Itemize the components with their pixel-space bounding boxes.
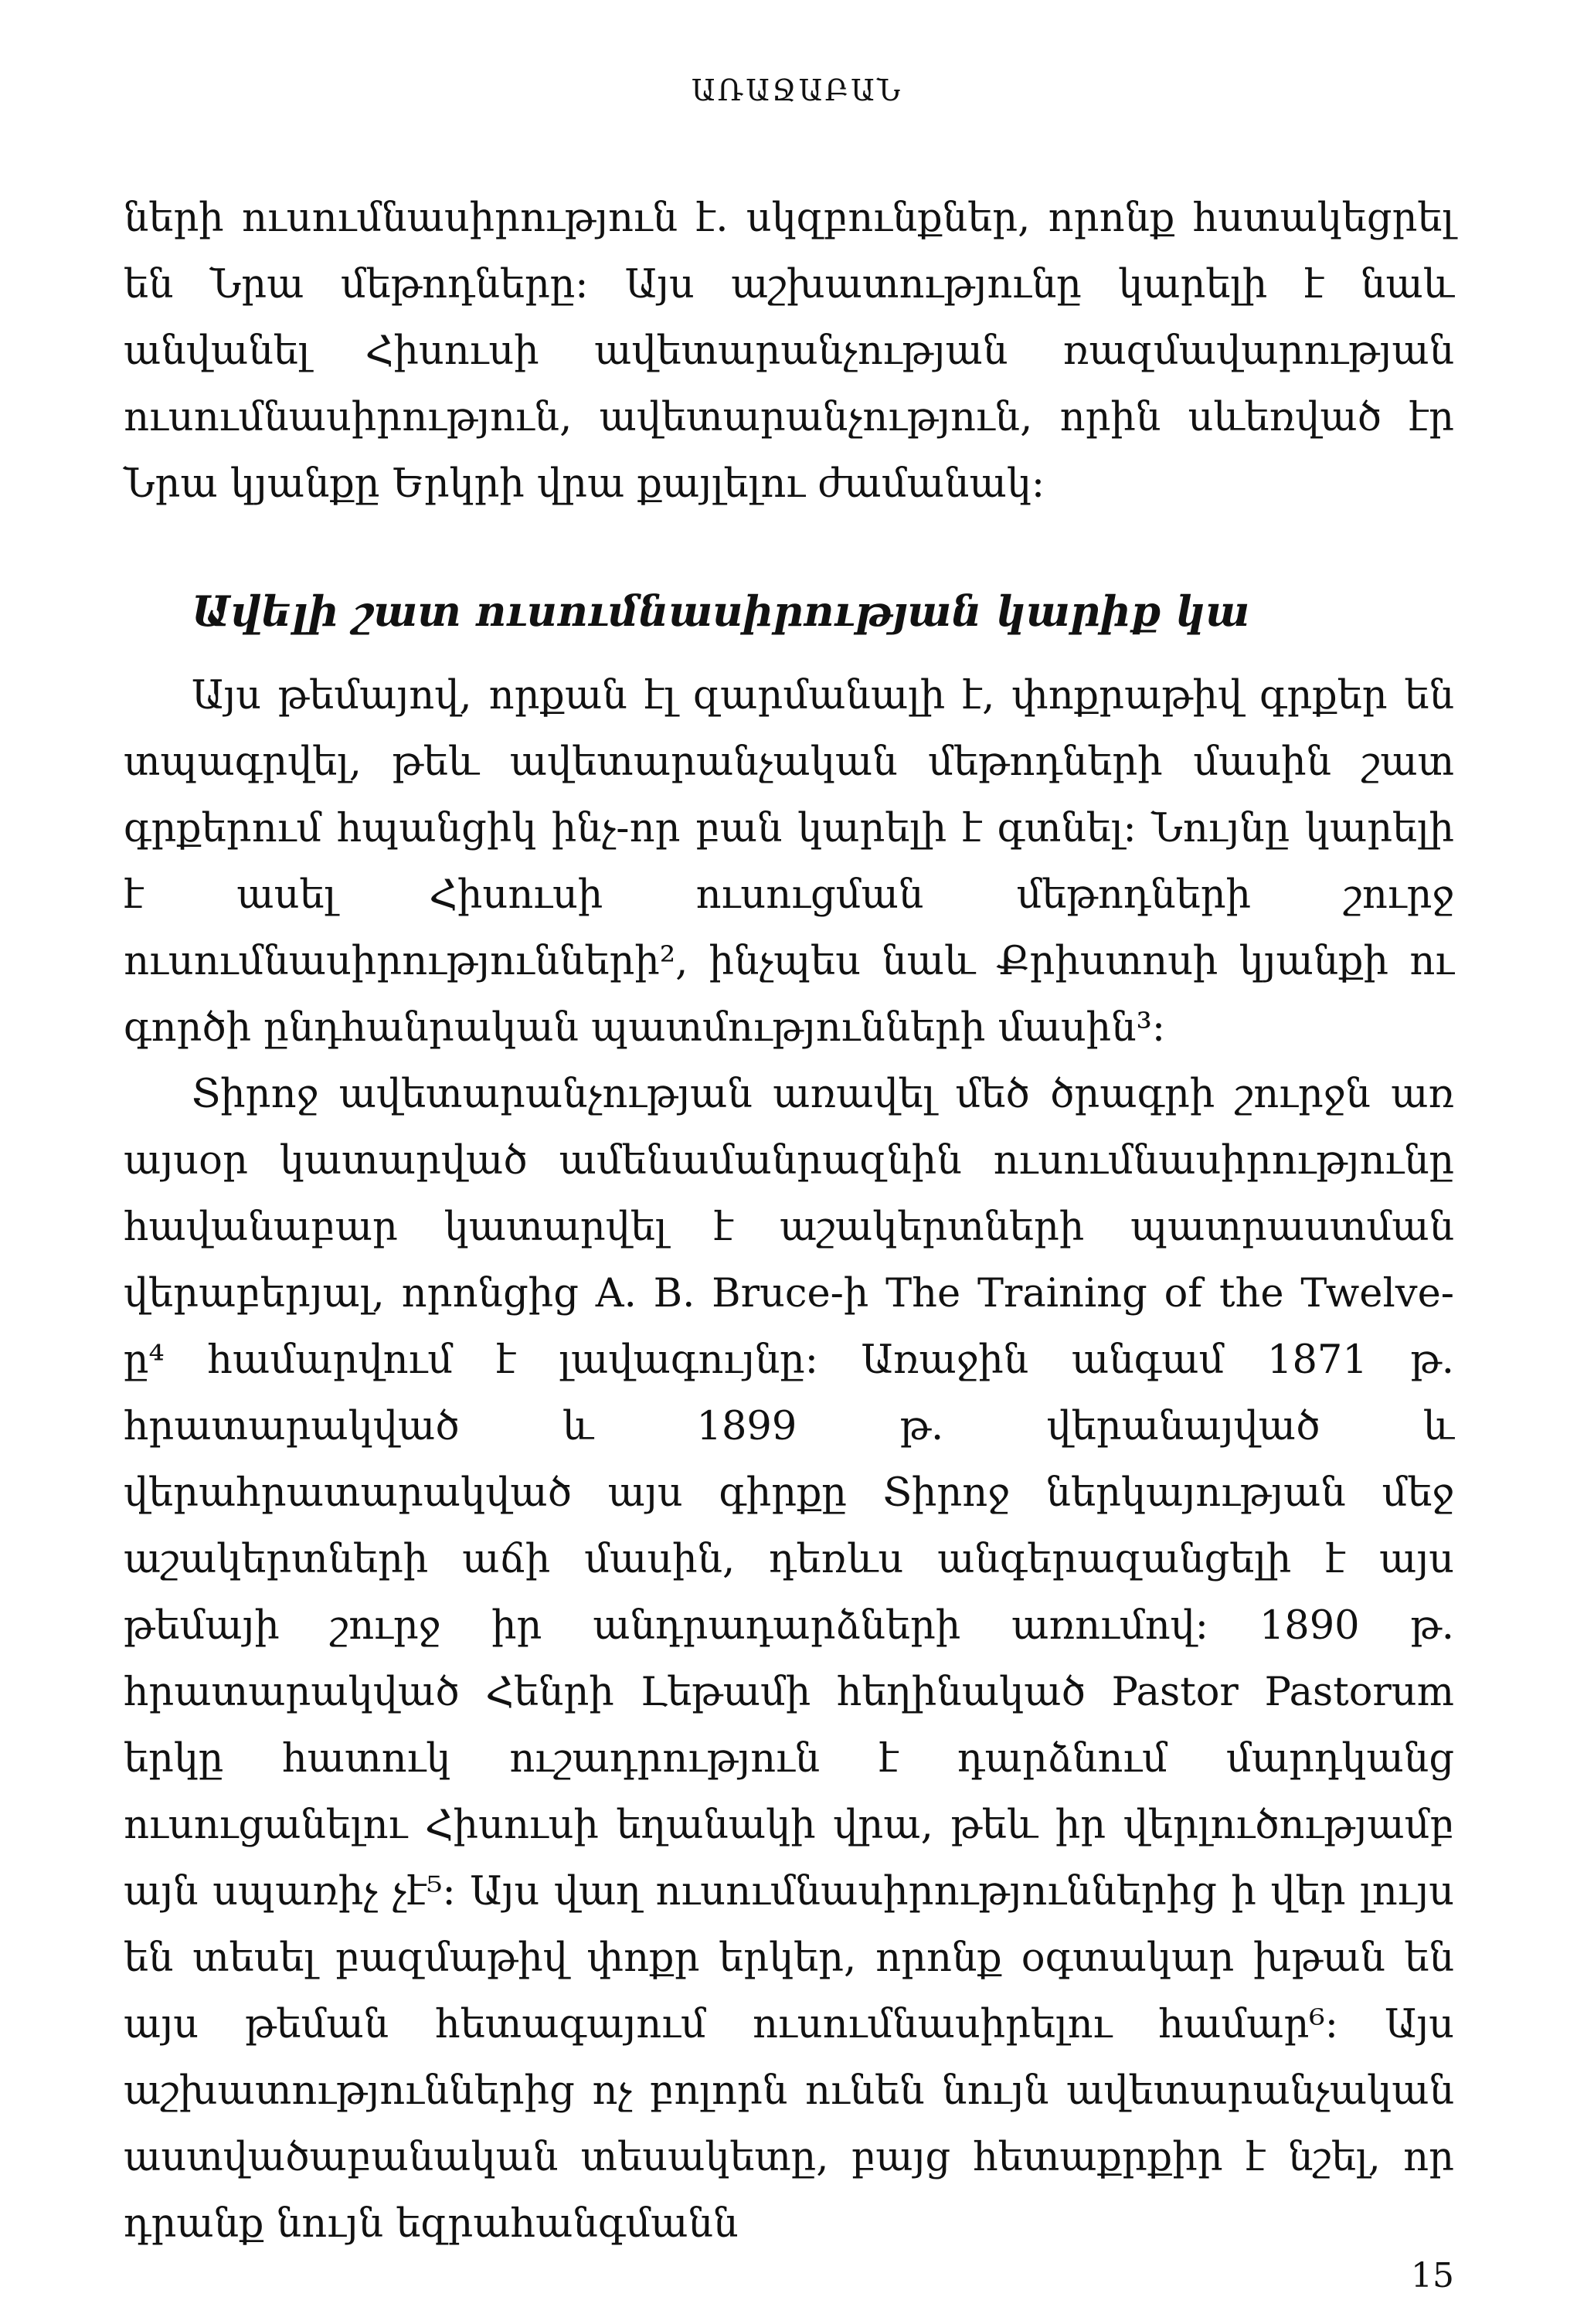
running-head: ԱՌԱՋԱԲԱՆ [691, 73, 903, 107]
page-number: 15 [1411, 2256, 1454, 2295]
paragraph: Տիրոջ ավետարանչության առավել մեծ ծրագրի շուրջն առ այսօր կատարված ամենամանրազնին ուսումնասիրությունը հավանաբար կատարվել է աշակերտների պատրաստման վերաբերյալ, որոնցից A. B. Bruce-ի The Training of the Twelve-ը⁴ համարվում է լավագույնը: Առաջին անգամ 1871 թ. հրատարակված և 1899 թ. վերանայված և վերահրատարակված այս գիրքը Տիրոջ ներկայության մեջ աշակերտների աճի մասին, դեռևս անգերազանցելի է այս թեմայի շուրջ իր անդրադարձների առումով: 1890 թ. հրատարակված Հենրի Լեթամի հեղինակած Pastor Pastorum երկը հատուկ ուշադրություն է դարձնում մարդկանց ուսուցանելու Հիսուսի եղանակի վրա, թեև իր վերլուծությամբ այն սպառիչ չէ⁵: Այս վաղ ուսումնասիրություններից ի վեր լույս են տեսել բազմաթիվ փոքր երկեր, որոնք օգտակար խթան են այս թեման հետագայում ուսումնասիրելու համար⁶: Այս աշխատություններից ոչ բոլորն ունեն նույն ավետարանչական աստվածաբանական տեսակետը, բայց հետաքրքիր է նշել, որ դրանք նույն եզրահանգմանն [124, 1072, 1454, 2247]
section-heading: Ավելի շատ ուսումնասիրության կարիք կա [192, 586, 1250, 636]
page-body-section [124, 663, 1454, 2258]
paragraph: ների ուսումնասիրություն է. սկզբունքներ, որոնք հստակեցրել են Նրա մեթոդները: Այս աշխատությունը կարելի է նաև անվանել Հիսուսի ավետարանչության ռազմավարության ուսումնասիրություն, ավետարանչություն, որին սևեռված էր Նրա կյանքը Երկրի վրա քայլելու ժամանակ: [124, 195, 1454, 507]
paragraph: Այս թեմայով, որքան էլ զարմանալի է, փոքրաթիվ գրքեր են տպագրվել, թեև ավետարանչական մեթոդների մասին շատ գրքերում հպանցիկ ինչ-որ բան կարելի է գտնել: Նույնը կարելի է ասել Հիսուսի ուսուցման մեթոդների շուրջ ուսումնասիրությունների², ինչպես նաև Քրիստոսի կյանքի ու գործի ընդհանրական պատմությունների մասին³: [124, 673, 1454, 1051]
page-body-top [124, 185, 1454, 518]
